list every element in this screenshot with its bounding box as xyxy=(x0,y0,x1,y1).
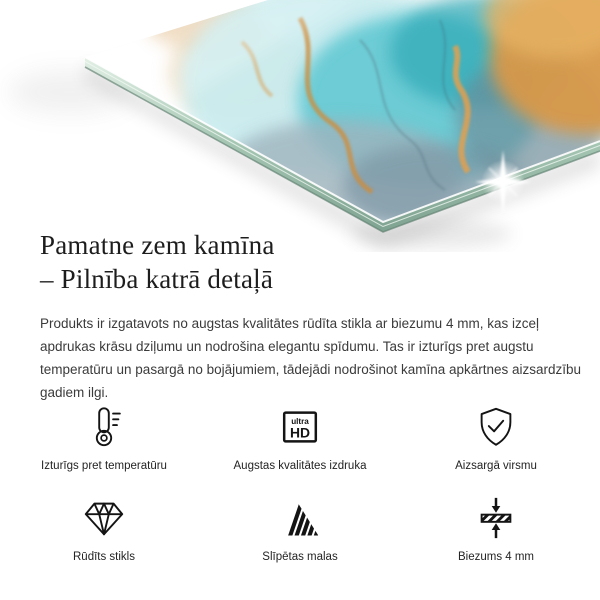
feature-label: Izturīgs pret temperatūru xyxy=(41,460,167,472)
page-title-line1: Pamatne zem kamīna xyxy=(40,230,275,260)
feature-surface-protection xyxy=(398,398,594,473)
feature-grid xyxy=(6,398,594,564)
diamond-icon xyxy=(80,489,128,541)
feature-polished-edges xyxy=(202,489,398,564)
svg-text:HD: HD xyxy=(289,424,311,441)
feature-label: Aizsargā virsmu xyxy=(455,460,537,472)
beveled-edges-icon xyxy=(278,489,322,541)
feature-print-quality xyxy=(202,398,398,473)
page-title xyxy=(40,228,275,296)
feature-temperature xyxy=(6,398,202,473)
svg-text:ultra: ultra xyxy=(291,417,309,427)
feature-tempered-glass xyxy=(6,489,202,564)
glass-panel-image xyxy=(0,0,600,252)
feature-label: Biezums 4 mm xyxy=(457,551,535,563)
thermometer-icon xyxy=(81,398,127,450)
page-title-line2: – Pilnība katrā detaļā xyxy=(40,264,274,294)
compress-thickness-icon xyxy=(473,489,519,541)
feature-label: Rūdīts stikls xyxy=(73,551,135,563)
ultra-hd-icon xyxy=(277,398,323,450)
product-description: Produkts ir izgatavots no augstas kvalitātes rūdīta stikla ar biezumu 4 mm, kas izceļ apdrukas krāsu dziļumu un nodrošina elegantu spīdumu. Tas ir izturīgs pret augstu temperatūru un pasargā no bojājumiem, tādejādi nodrošinot kamīna apkārtnes aizsardzību gadiem ilgi. xyxy=(40,316,582,400)
glass-artwork xyxy=(0,0,600,252)
shield-check-icon xyxy=(473,398,519,450)
feature-label: Slīpētas malas xyxy=(262,551,338,563)
feature-label: Augstas kvalitātes izdruka xyxy=(233,460,367,472)
feature-thickness xyxy=(398,489,594,564)
